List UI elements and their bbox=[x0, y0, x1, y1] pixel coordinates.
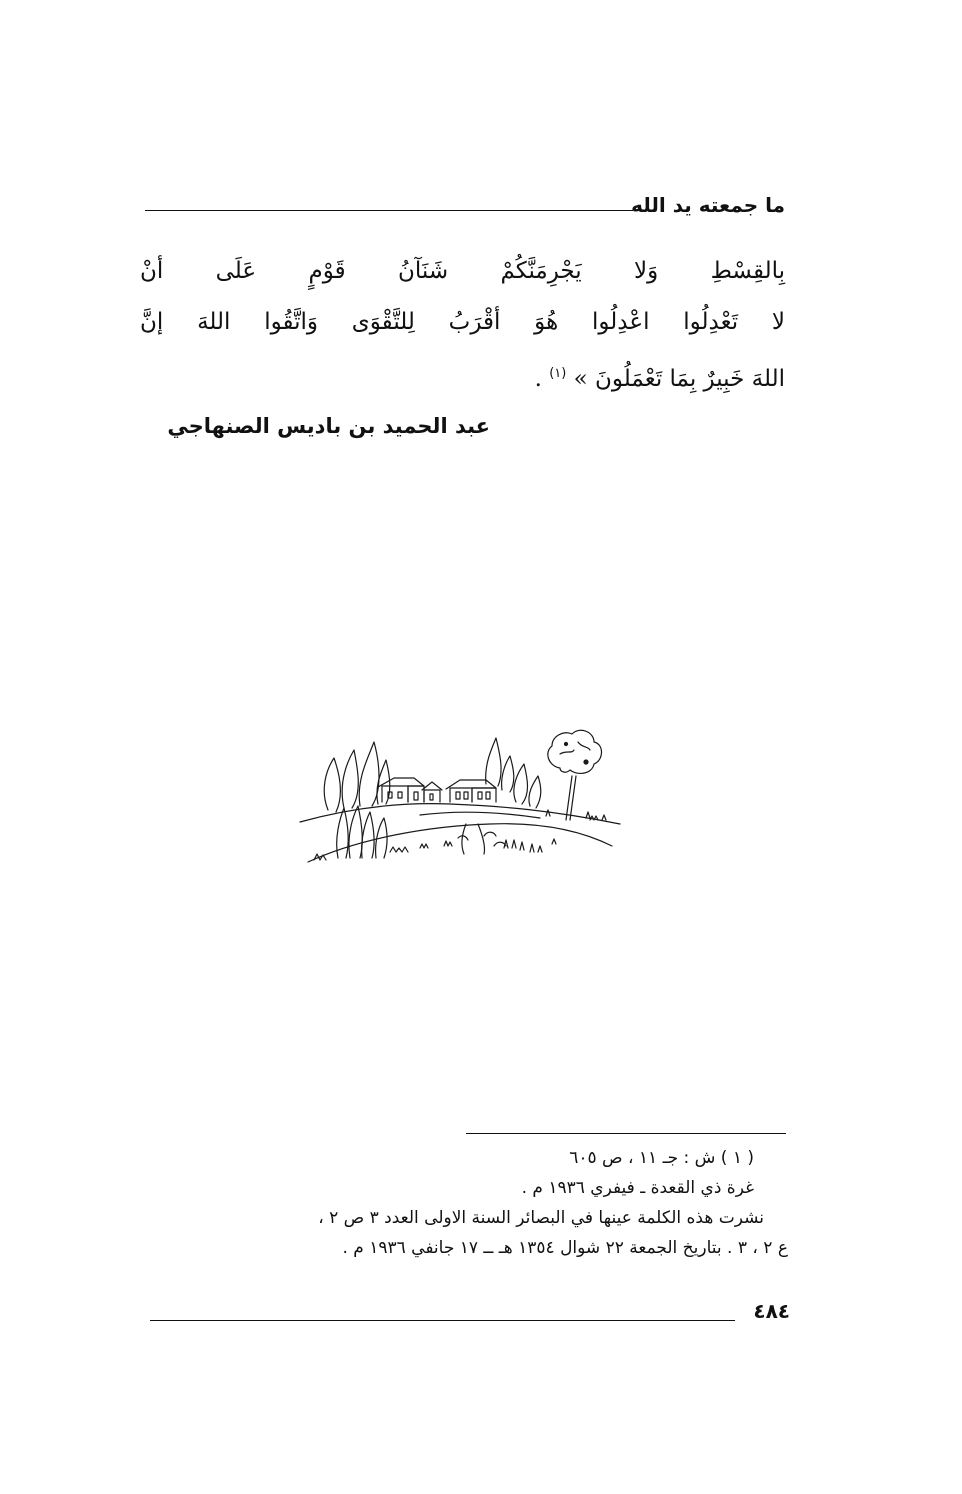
verse-line-3 bbox=[140, 348, 785, 405]
running-title: ما جمعته يد الله bbox=[631, 193, 785, 217]
page-footer bbox=[150, 1296, 790, 1330]
footnotes bbox=[140, 1143, 788, 1263]
landscape-houses-trees-icon bbox=[290, 720, 630, 880]
verse-line-2: لا تَعْدِلُوا اعْدِلُوا هُوَ أقْرَبُ لِلتَّقْوَى وَاتَّقُوا اللهَ إنَّ bbox=[140, 309, 785, 335]
quran-verse bbox=[140, 246, 785, 405]
footnote-rule bbox=[466, 1133, 786, 1134]
footnote-line-1: ( ١ ) ش : جـ ١١ ، ص ٦٠٥ bbox=[569, 1148, 754, 1168]
verse-line-1: بِالقِسْطِ وَلا يَجْرِمَنَّكُمْ شَنَآنُ قَوْمٍ عَلَى أنْ bbox=[140, 258, 785, 284]
verse-end-mark: . bbox=[534, 366, 542, 392]
footer-rule bbox=[150, 1320, 735, 1321]
footnote-marker: (١) bbox=[549, 366, 567, 381]
header-rule bbox=[145, 210, 633, 211]
page-number: ٤٨٤ bbox=[753, 1299, 790, 1323]
verse-line-3-text: اللهَ خَبِيرٌ بِمَا تَعْمَلُونَ » bbox=[573, 366, 785, 392]
author-signature: عبد الحميد بن باديس الصنهاجي bbox=[167, 414, 490, 438]
footnote-line-3: نشرت هذه الكلمة عينها في البصائر السنة الاولى العدد ٣ ص ٢ ، bbox=[318, 1208, 764, 1228]
running-header bbox=[145, 190, 785, 224]
footnote-line-2: غرة ذي القعدة ـ فيفري ١٩٣٦ م . bbox=[521, 1178, 754, 1198]
footnote-line-4: ع ٢ ، ٣ . بتاريخ الجمعة ٢٢ شوال ١٣٥٤ هـ ــ ١٧ جانفي ١٩٣٦ م . bbox=[342, 1238, 788, 1258]
